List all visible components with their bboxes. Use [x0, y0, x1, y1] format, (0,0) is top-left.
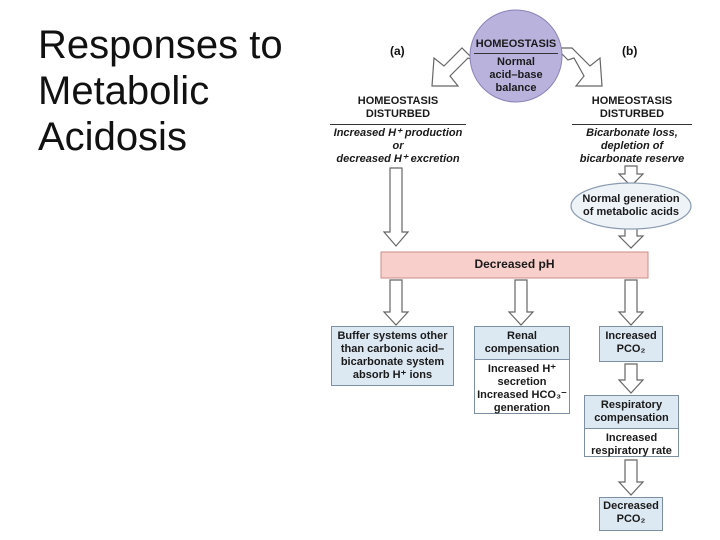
arrow-ph-to-pco2	[619, 280, 643, 325]
homeostasis-node	[468, 38, 564, 95]
respiratory-line1: Increased	[605, 432, 658, 444]
buffer-line1: Buffer systems other	[337, 330, 448, 342]
normal-generation-line2: of metabolic acids	[583, 206, 679, 218]
normal-generation-node	[574, 193, 688, 219]
disturbed-a-cause2: or	[392, 140, 404, 152]
homeostasis-line3: balance	[495, 82, 537, 94]
disturbed-a-cause3: decreased H⁺ excretion	[336, 153, 460, 165]
renal-head1: Renal	[507, 330, 537, 342]
disturbed-b-line2: DISTURBED	[599, 108, 665, 120]
disturbed-a-cause1: Increased H⁺ production	[333, 127, 463, 139]
title-line-2: Metabolic	[38, 69, 210, 113]
increased-pco2-box	[599, 326, 663, 362]
respiratory-compensation-box	[584, 395, 679, 457]
disturbed-b-cause2: depletion of	[600, 140, 664, 152]
title-line-3: Acidosis	[38, 115, 187, 159]
disturbed-a-divider	[330, 124, 466, 125]
arrow-resp-to-decreased	[619, 460, 643, 495]
respiratory-line2: respiratory rate	[591, 445, 672, 457]
arrow-pco2-to-resp	[619, 364, 643, 393]
respiratory-body	[585, 429, 678, 458]
renal-line4: generation	[493, 402, 551, 414]
increased-pco2-line2: PCO₂	[616, 343, 646, 355]
disturbed-b-cause1: Bicarbonate loss,	[586, 127, 678, 139]
decreased-ph-label: Decreased pH	[474, 257, 555, 271]
renal-header	[475, 327, 569, 360]
disturbed-b-node	[572, 95, 692, 166]
buffer-line4: absorb H⁺ ions	[352, 369, 433, 381]
buffer-systems-box	[331, 326, 454, 386]
disturbed-a-line2: DISTURBED	[365, 108, 431, 120]
arrow-a-to-ph	[384, 168, 408, 246]
renal-body	[475, 360, 569, 415]
renal-line3: Increased HCO₃⁻	[477, 389, 567, 401]
respiratory-header	[585, 396, 678, 429]
title-line-1: Responses to	[38, 23, 283, 67]
homeostasis-divider	[474, 53, 558, 54]
buffer-line3: bicarbonate system	[340, 356, 445, 368]
disturbed-b-divider	[572, 124, 692, 125]
normal-generation-line1: Normal generation	[582, 193, 680, 205]
disturbed-a-line1: HOMEOSTASIS	[357, 95, 439, 107]
increased-pco2-line1: Increased	[605, 330, 657, 342]
disturbed-b-line1: HOMEOSTASIS	[591, 95, 673, 107]
buffer-line2: than carbonic acid–	[340, 343, 445, 355]
decreased-pco2-box	[599, 497, 663, 531]
disturbed-a-node	[330, 95, 466, 166]
renal-line1: Increased H⁺	[487, 363, 557, 375]
panel-a-label: (a)	[390, 44, 405, 58]
panel-b-label: (b)	[622, 44, 638, 58]
arrow-normal-to-ph	[619, 228, 643, 248]
homeostasis-line2: acid–base	[489, 69, 543, 81]
renal-line2: secretion	[497, 376, 547, 388]
disturbed-b-cause3: bicarbonate reserve	[579, 153, 685, 165]
arrow-ph-to-renal	[509, 280, 533, 325]
homeostasis-line1: Normal	[497, 56, 535, 68]
respiratory-head1: Respiratory	[600, 399, 663, 411]
decreased-pco2-line1: Decreased	[603, 500, 659, 512]
arrow-ph-to-buffer	[384, 280, 408, 325]
renal-compensation-box	[474, 326, 570, 414]
respiratory-head2: compensation	[594, 412, 669, 424]
renal-head2: compensation	[484, 343, 560, 355]
decreased-pco2-line2: PCO₂	[616, 513, 646, 525]
homeostasis-heading: HOMEOSTASIS	[475, 38, 557, 50]
